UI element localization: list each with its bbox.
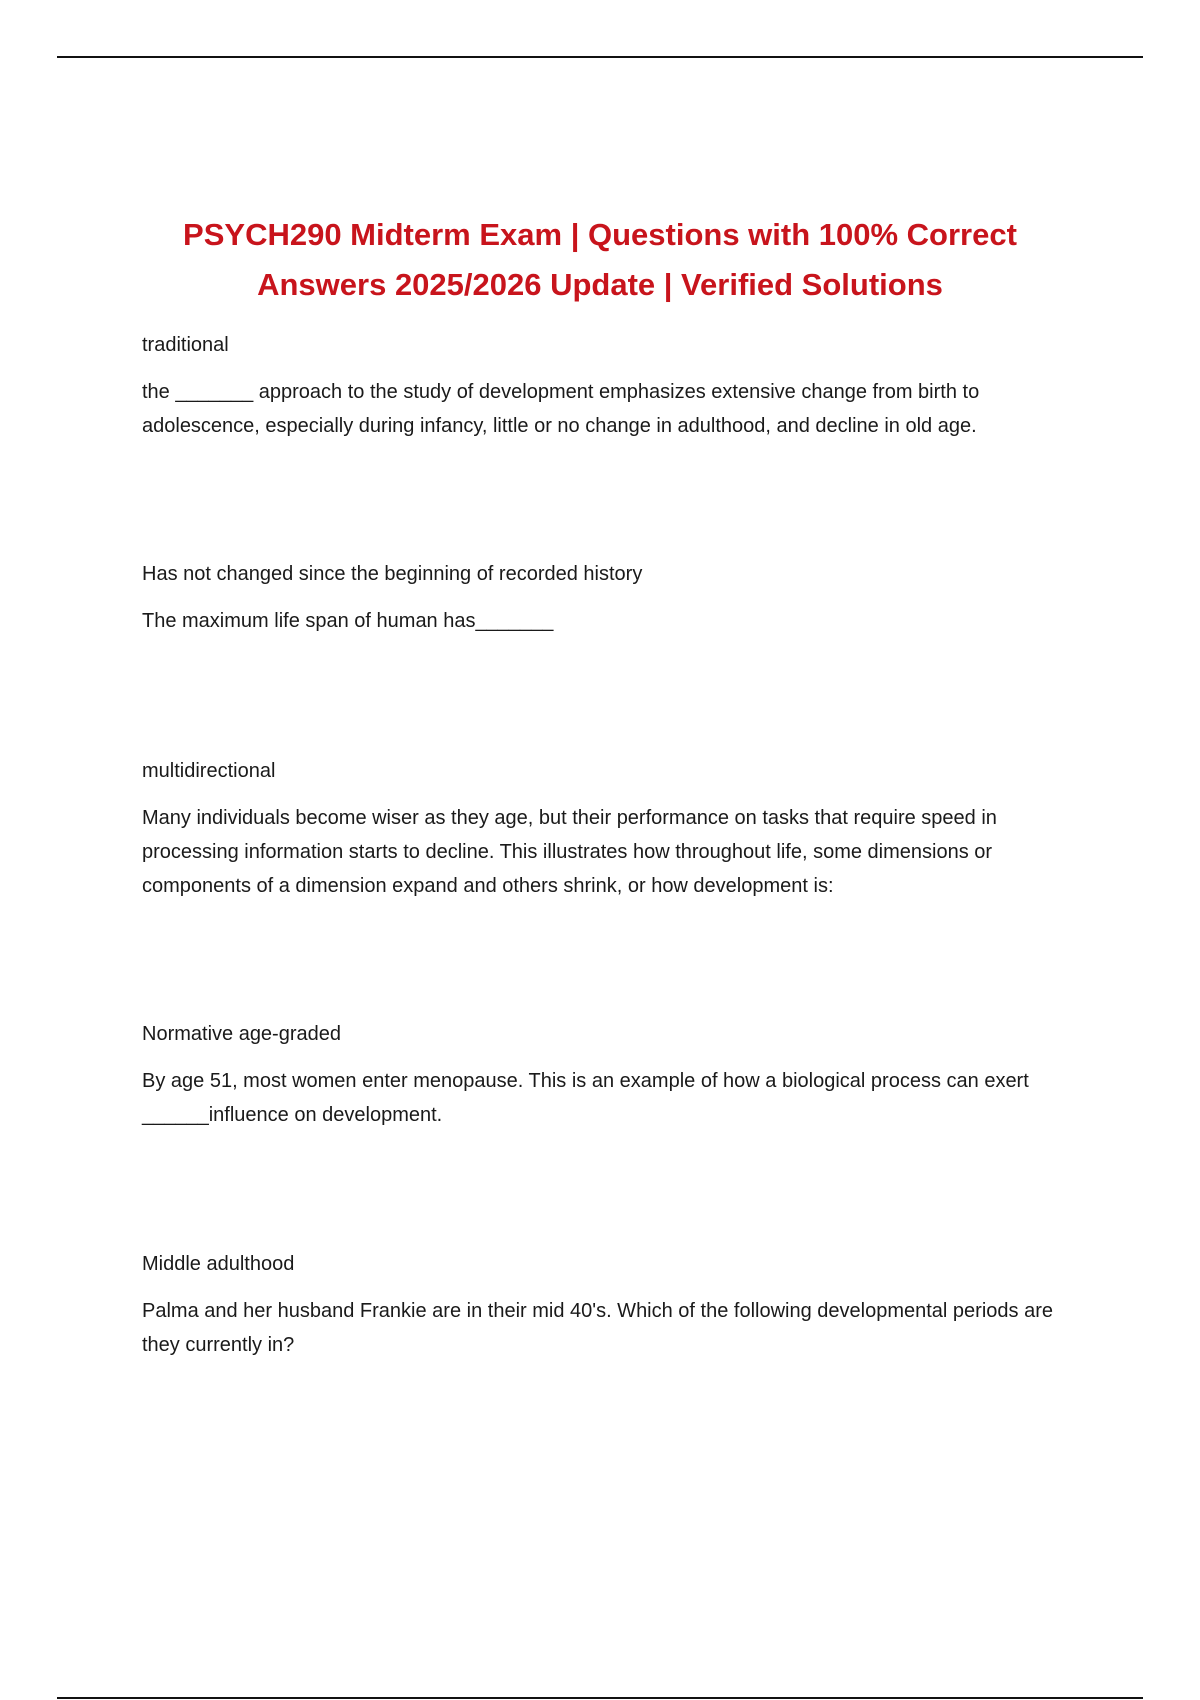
qa-item-3 bbox=[142, 755, 1072, 903]
document-title: PSYCH290 Midterm Exam | Questions with 100% Correct Answers 2025/2026 Update | Verified Solutions bbox=[183, 217, 1017, 302]
answer-text: multidirectional bbox=[142, 760, 276, 782]
footer-rule bbox=[57, 1697, 1143, 1699]
answer-text: traditional bbox=[142, 334, 229, 356]
question-text: Many individuals become wiser as they age, but their performance on tasks that require speed in processing information starts to decline. This illustrates how throughout life, some dimensions or components of a dimension expand and others shrink, or how development is: bbox=[142, 807, 997, 897]
header-rule bbox=[57, 56, 1143, 58]
question-text: the _______ approach to the study of development emphasizes extensive change from birth to adolescence, especially during infancy, little or no change in adulthood, and decline in old age. bbox=[142, 381, 980, 437]
qa-item-1 bbox=[142, 329, 1072, 443]
question-text: By age 51, most women enter menopause. This is an example of how a biological process can exert ______influence on development. bbox=[142, 1070, 1029, 1126]
qa-item-4 bbox=[142, 1018, 1072, 1132]
qa-item-5 bbox=[142, 1248, 1072, 1362]
question-text: Palma and her husband Frankie are in their mid 40's. Which of the following developmental periods are they currently in? bbox=[142, 1300, 1053, 1356]
answer-text: Has not changed since the beginning of recorded history bbox=[142, 563, 643, 585]
answer-text: Middle adulthood bbox=[142, 1253, 295, 1275]
qa-item-2 bbox=[142, 558, 1072, 638]
question-text: The maximum life span of human has_______ bbox=[142, 610, 554, 632]
answer-text: Normative age-graded bbox=[142, 1023, 341, 1045]
